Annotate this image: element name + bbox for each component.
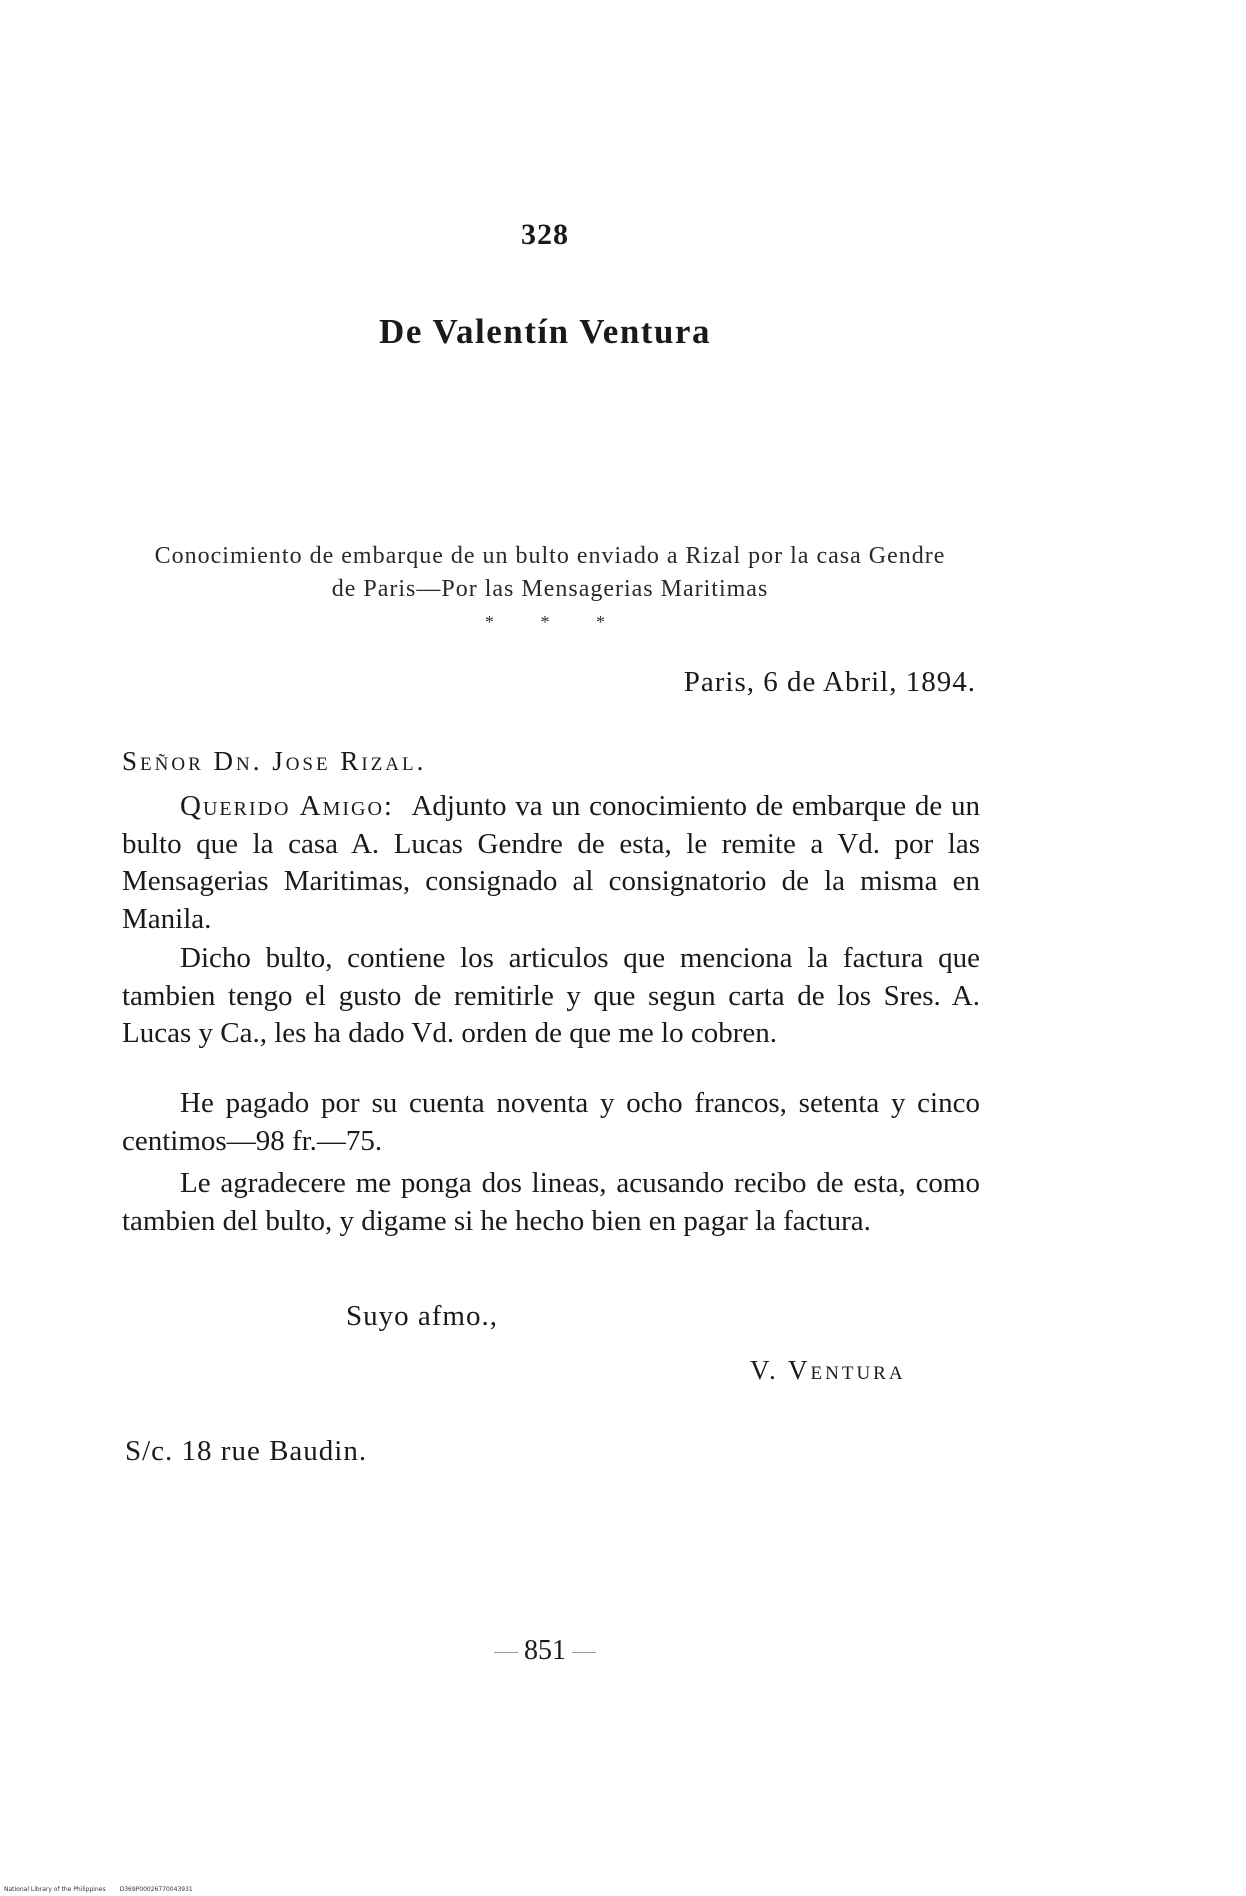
page-number [0, 1635, 1090, 1667]
letter-title: De Valentín Ventura [379, 312, 711, 351]
document-code: D369P00026770043931 [119, 1886, 193, 1893]
place-date: Paris, 6 de Abril, 1894. [683, 666, 976, 698]
dash-right [572, 1652, 596, 1653]
greeting: Querido Amigo: [180, 790, 394, 822]
closing: Suyo afmo., [346, 1300, 498, 1332]
asterism-separator: * * * [485, 612, 605, 632]
paragraph-1 [122, 788, 980, 938]
paragraph-4: Le agradecere me ponga dos lineas, acusando recibo de esta, como tambien del bulto, y digame si he hecho bien en pagar la factura. [122, 1167, 980, 1237]
paragraph-3: He pagado por su cuenta noventa y ocho francos, setenta y cinco centimos—98 fr.—75. [122, 1087, 980, 1157]
salutation: Señor Dn. Jose Rizal. [122, 746, 427, 776]
paragraph-1-text: Adjunto va un conocimiento de embarque de un bulto que la casa A. Lucas Gendre de esta, le remite a Vd. por las Mensagerias Maritimas, consignado al consignatorio de la misma en Manila. [122, 790, 980, 935]
paragraph-2: Dicho bulto, contiene los articulos que menciona la factura que tambien tengo el gusto de remitirle y que segun carta de los Sres. A. Lucas y Ca., les ha dado Vd. orden de que me lo cobren. [122, 942, 980, 1049]
dash-left [494, 1652, 518, 1653]
footer-credit [4, 1886, 193, 1893]
sender-address: S/c. 18 rue Baudin. [125, 1435, 368, 1467]
letter-summary: Conocimiento de embarque de un bulto enviado a Rizal por la casa Gendre de Paris—Por las Mensagerias Maritimas [154, 543, 946, 602]
page-number-value: 851 [524, 1635, 566, 1666]
signature: V. Ventura [750, 1355, 906, 1385]
library-credit: National Library of the Philippines [4, 1886, 106, 1893]
letter-number: 328 [521, 218, 569, 251]
